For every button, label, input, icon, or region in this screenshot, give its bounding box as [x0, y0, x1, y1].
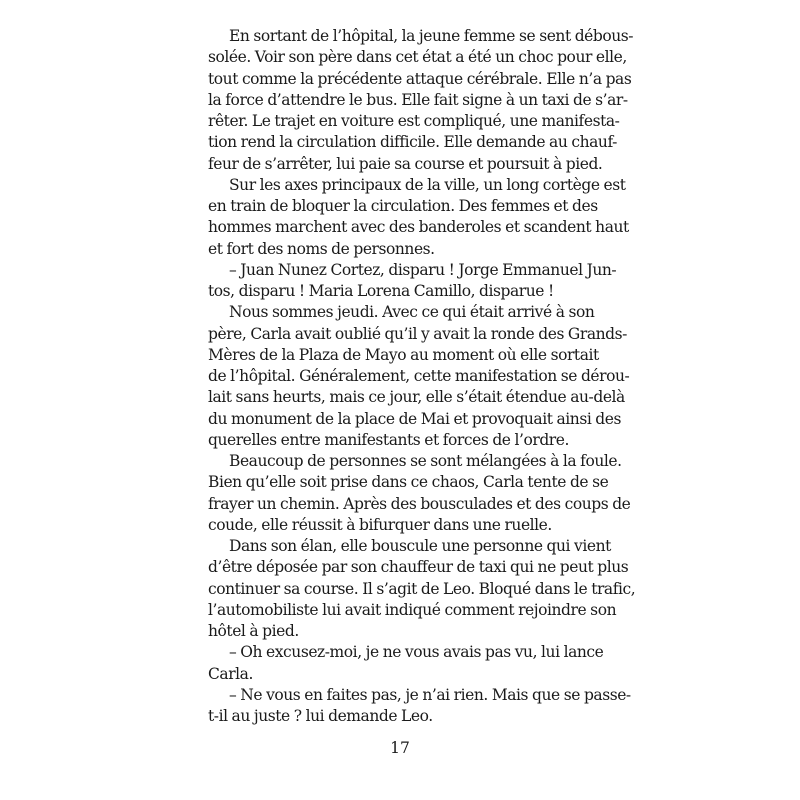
text-line: de l’hôpital. Généralement, cette manifestation se dérou- — [208, 367, 630, 385]
text-line: l’automobiliste lui avait indiqué comment rejoindre son — [208, 600, 617, 619]
paragraph-5 — [208, 451, 631, 536]
text-line: lait sans heurts, mais ce jour, elle s’était étendue au-delà — [208, 388, 625, 407]
text-line: tos, disparu ! Maria Lorena Camillo, disparue ! — [208, 282, 554, 300]
text-line: solée. Voir son père dans cet état a été un choc pour elle, — [208, 48, 627, 67]
text-line: frayer un chemin. Après des bousculades et des coups de — [208, 494, 631, 513]
text-line: tout comme la précédente attaque cérébrale. Elle n’a pas — [208, 69, 632, 88]
text-line: d’être déposée par son chauffeur de taxi qui ne peut plus — [208, 558, 629, 577]
paragraph-4 — [208, 302, 630, 451]
text-line: la force d’attendre le bus. Elle fait signe à un taxi de s’ar- — [208, 90, 628, 109]
text-line: Bien qu’elle soit prise dans ce chaos, Carla tente de se — [208, 473, 609, 492]
text-line: père, Carla avait oublié qu’il y avait la ronde des Grands- — [208, 324, 627, 343]
text-line: – Oh excusez-moi, je ne vous avais pas vu, lui lance — [229, 643, 604, 662]
body-text — [208, 26, 636, 727]
text-line: – Ne vous en faites pas, je n’ai rien. Mais que se passe- — [229, 685, 631, 704]
text-line: hommes marchent avec des banderoles et scandent haut — [208, 218, 629, 237]
text-line: en train de bloquer la circulation. Des femmes et des — [208, 197, 598, 215]
paragraph-6 — [208, 536, 636, 642]
paragraph-1 — [208, 26, 634, 175]
text-line: continuer sa course. Il s’agit de Leo. Bloqué dans le trafic, — [208, 579, 636, 598]
text-line: t-il au juste ? lui demande Leo. — [208, 707, 433, 725]
text-line: hôtel à pied. — [208, 622, 299, 640]
text-line: coude, elle réussit à bifurquer dans une ruelle. — [208, 515, 552, 534]
text-line: Carla. — [208, 664, 253, 683]
text-line: rêter. Le trajet en voiture est compliqué, une manifesta- — [208, 112, 620, 130]
text-line: Dans son élan, elle bouscule une personne qui vient — [229, 537, 611, 555]
paragraph-7 — [208, 642, 604, 685]
text-line: – Juan Nunez Cortez, disparu ! Jorge Emmanuel Jun- — [229, 260, 617, 279]
page-number: 17 — [390, 739, 410, 757]
paragraph-2 — [208, 175, 629, 260]
text-line: En sortant de l’hôpital, la jeune femme se sent débous- — [229, 27, 634, 45]
text-line: Nous sommes jeudi. Avec ce qui était arrivé à son — [229, 303, 595, 322]
paragraph-8 — [208, 685, 631, 728]
text-line: tion rend la circulation difficile. Elle demande au chauf- — [208, 133, 617, 152]
text-line: du monument de la place de Mai et provoquait ainsi des — [208, 409, 622, 428]
text-line: querelles entre manifestants et forces de l’ordre. — [208, 430, 569, 449]
text-line: et fort des noms de personnes. — [208, 239, 435, 258]
text-line: Sur les axes principaux de la ville, un long cortège est — [229, 175, 626, 194]
paragraph-3 — [208, 260, 617, 303]
text-line: feur de s’arrêter, lui paie sa course et poursuit à pied. — [208, 154, 603, 173]
text-line: Mères de la Plaza de Mayo au moment où elle sortait — [208, 345, 599, 364]
text-line: Beaucoup de personnes se sont mélangées à la foule. — [229, 452, 622, 470]
